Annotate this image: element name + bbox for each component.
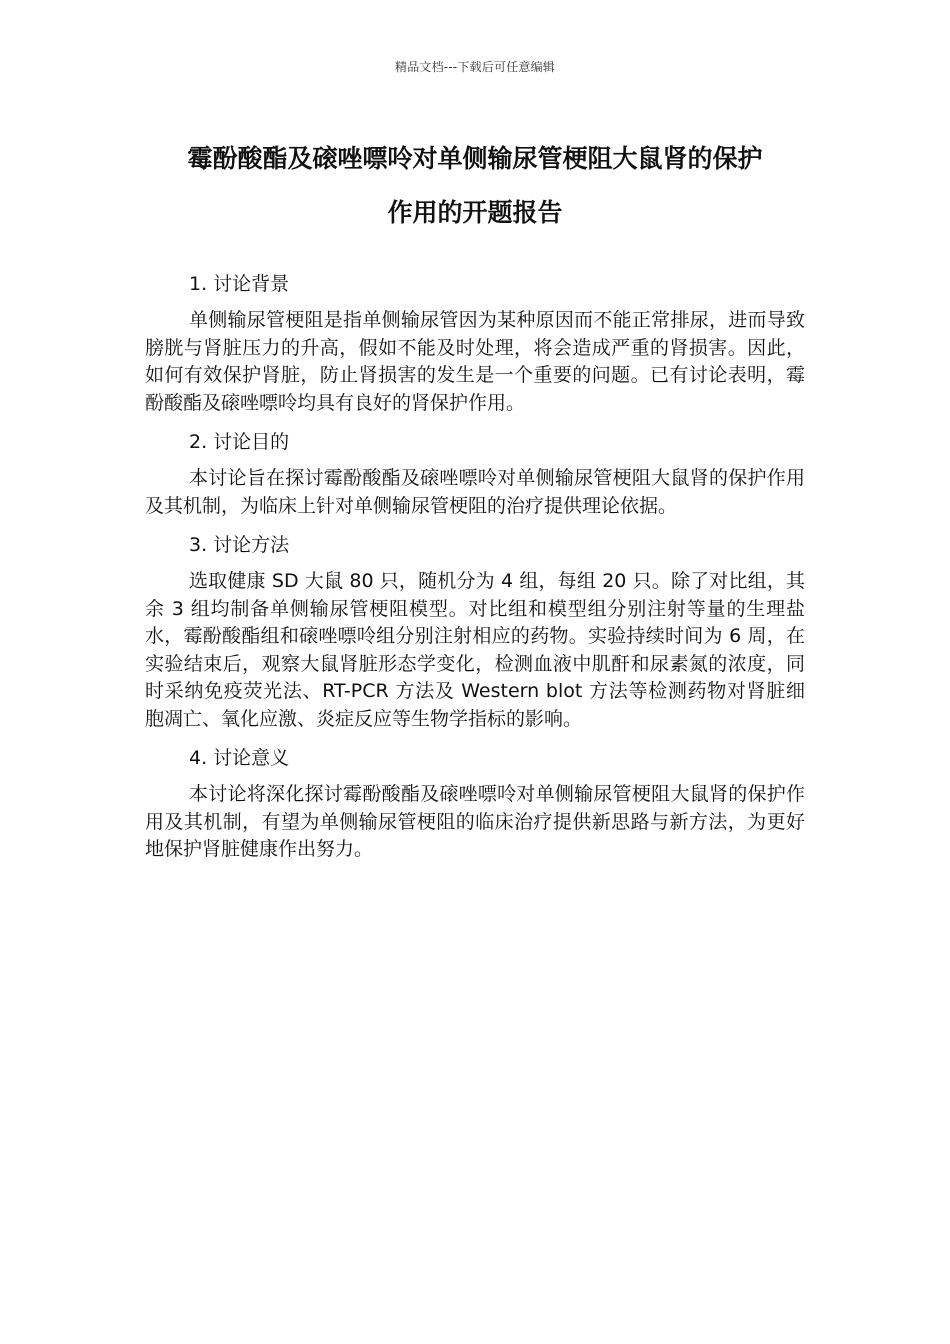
section-heading-methods: 3. 讨论方法 [189, 534, 290, 556]
section-heading-purpose: 2. 讨论目的 [189, 431, 290, 453]
section-body-significance: 本讨论将深化探讨霉酚酸酯及磙唑嘌呤对单侧输尿管梗阻大鼠肾的保护作用及其机制，有望为单侧输尿管梗阻的临床治疗提供新思路与新方法，为更好地保护肾脏健康作出努力。 [145, 783, 805, 860]
section-heading-significance: 4. 讨论意义 [189, 747, 290, 769]
page-header: 精品文档---下载后可任意编辑 [395, 60, 555, 74]
title-line-1: 霉酚酸酯及磙唑嘌呤对单侧输尿管梗阻大鼠肾的保护 [187, 144, 763, 173]
title-line-2: 作用的开题报告 [387, 198, 563, 227]
document-body [145, 270, 805, 875]
section-body-purpose: 本讨论旨在探讨霉酚酸酯及磙唑嘌呤对单侧输尿管梗阻大鼠肾的保护作用及其机制，为临床上针对单侧输尿管梗阻的治疗提供理论依据。 [145, 467, 805, 517]
section-body-methods: 选取健康 SD 大鼠 80 只，随机分为 4 组，每组 20 只。除了对比组，其余 3 组均制备单侧输尿管梗阻模型。对比组和模型组分别注射等量的生理盐水，霉酚酸酯组和磙唑嘌呤组分别注射相应的药物。实验持续时间为 6 周，在实验结束后，观察大鼠肾脏形态学变化，检测血液中肌酐和尿素氮的浓度，同时采纳免疫荧光法、RT-PCR 方法及 Western blot 方法等检测药物对肾脏细胞凋亡、氧化应激、炎症反应等生物学指标的影响。 [145, 570, 805, 730]
section-body-background: 单侧输尿管梗阻是指单侧输尿管因为某种原因而不能正常排尿，进而导致膀胱与肾脏压力的升高，假如不能及时处理，将会造成严重的肾损害。因此，如何有效保护肾脏，防止肾损害的发生是一个重要的问题。已有讨论表明，霉酚酸酯及磙唑嘌呤均具有良好的肾保护作用。 [145, 309, 805, 414]
section-heading-background: 1. 讨论背景 [189, 273, 290, 295]
document-title [120, 132, 830, 240]
